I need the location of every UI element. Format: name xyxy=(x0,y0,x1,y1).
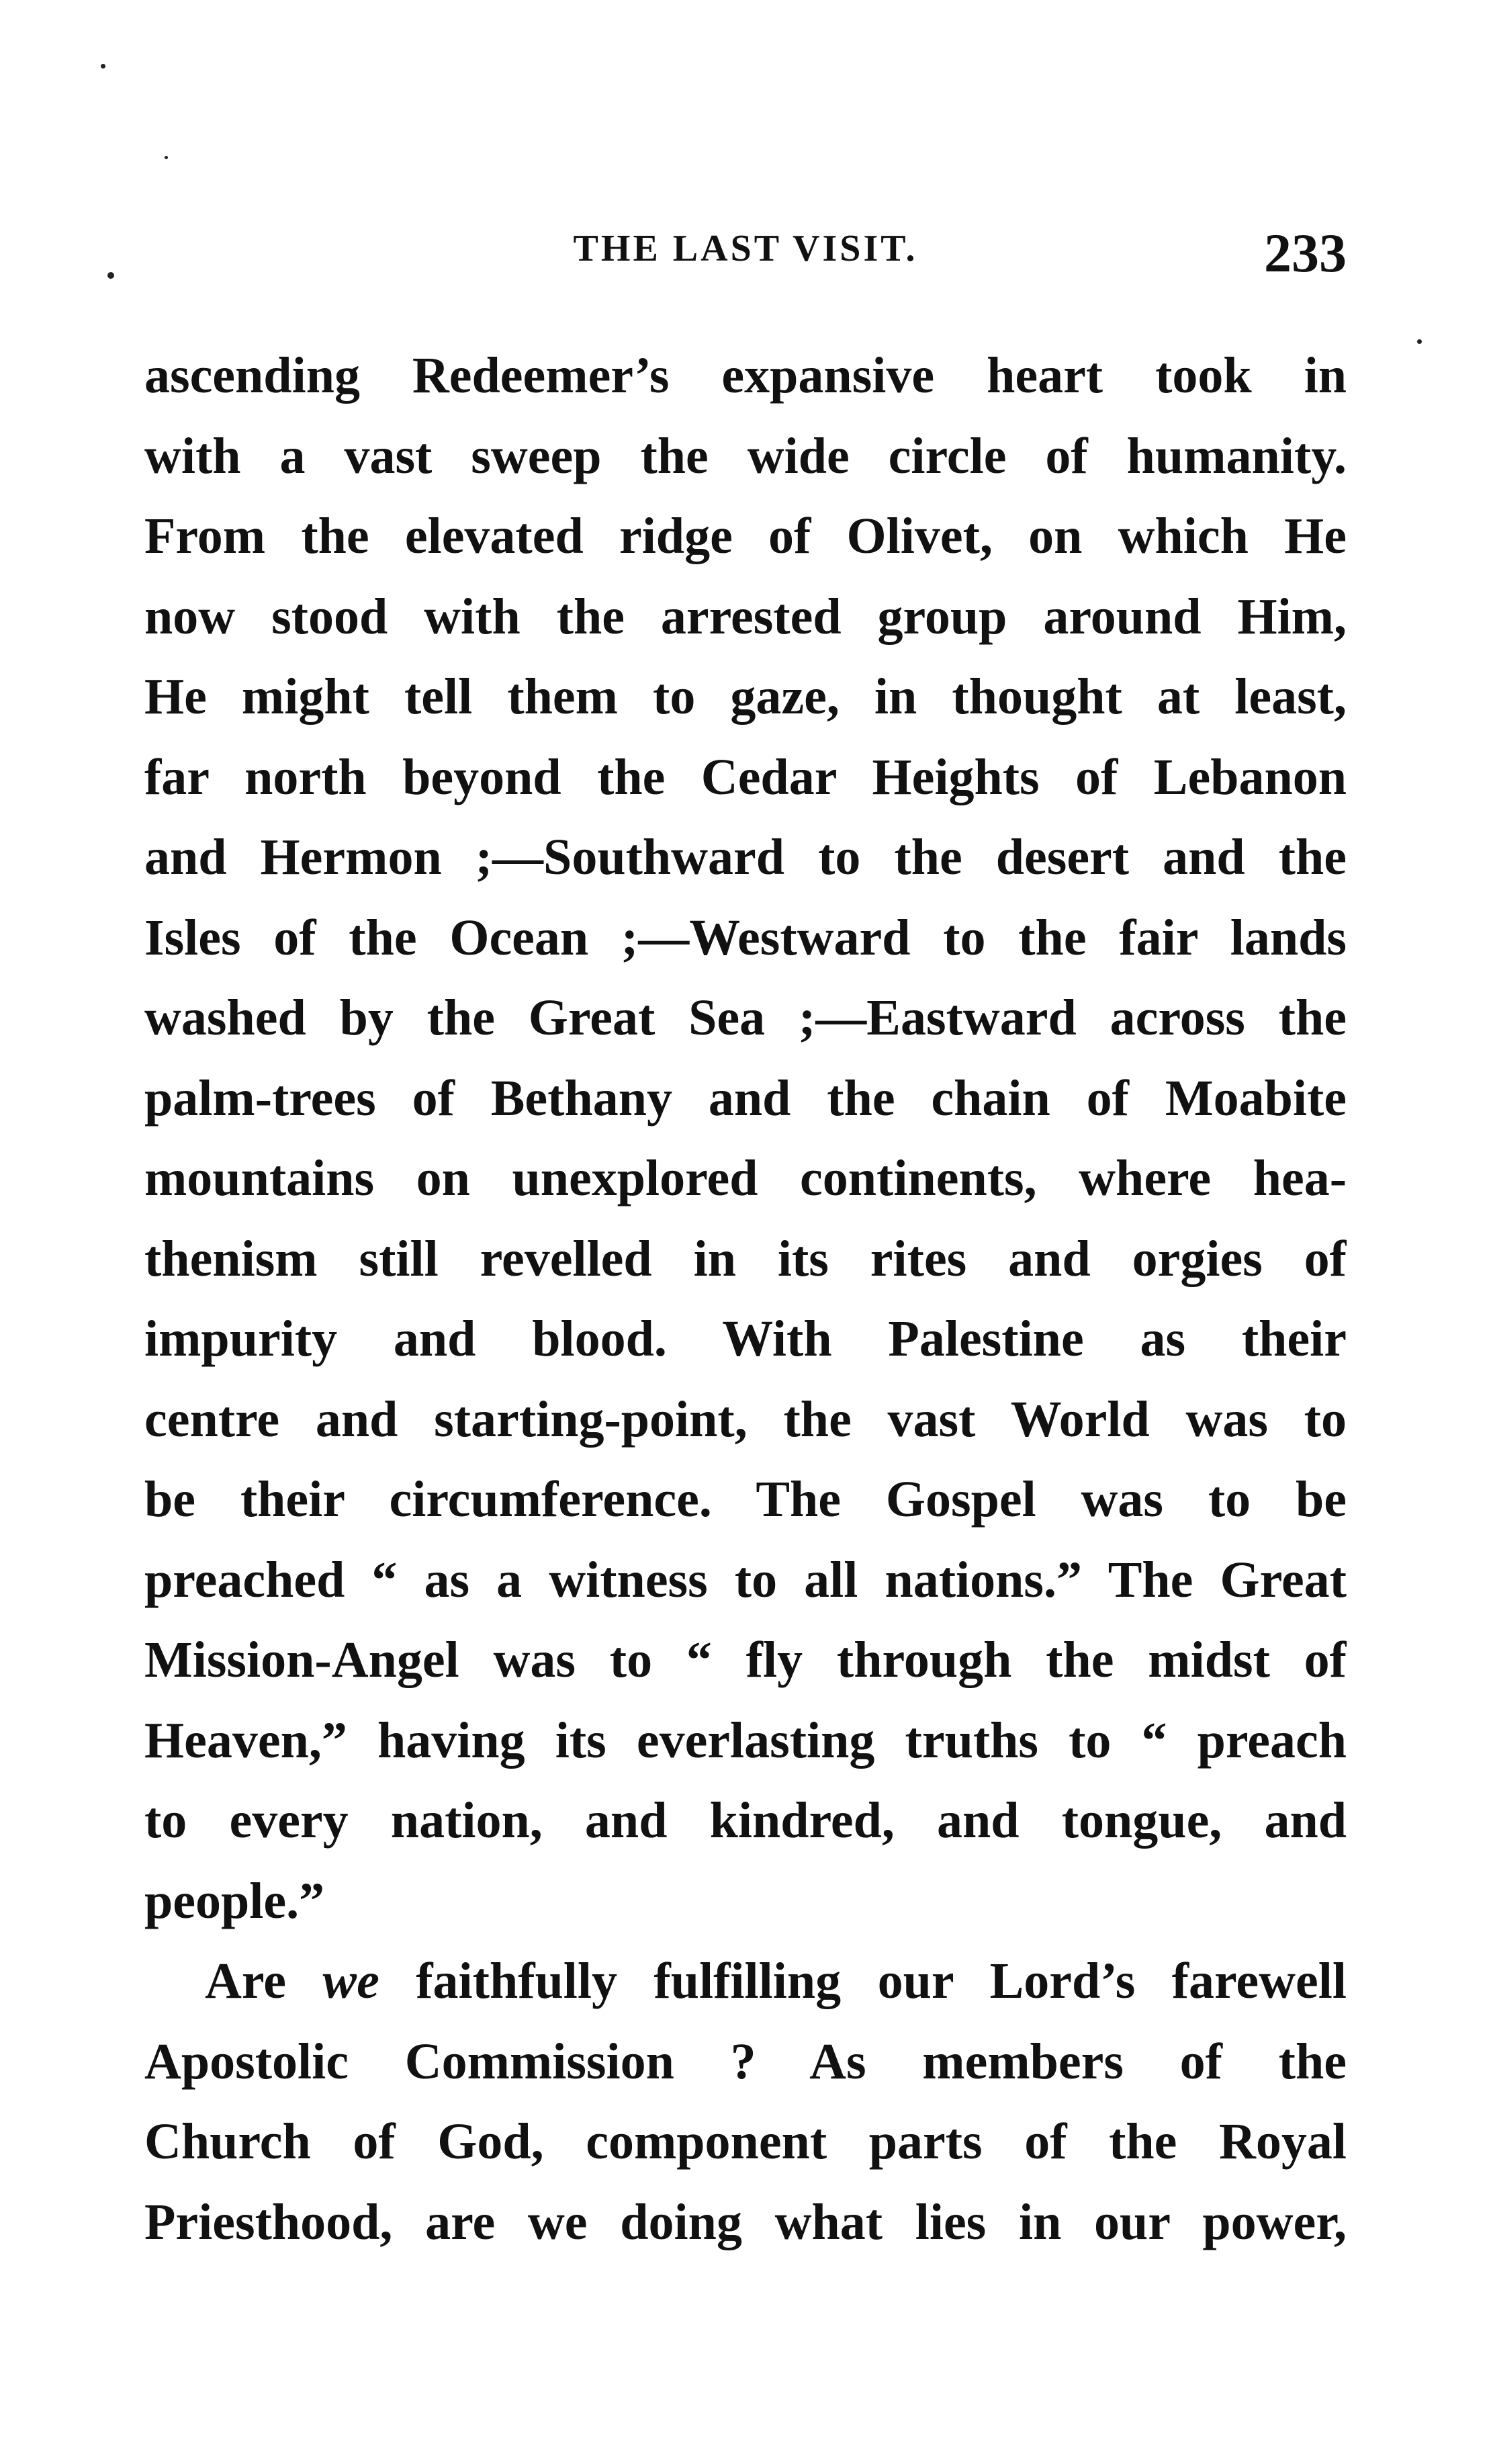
text-line: centre and starting-point, the vast World was to xyxy=(144,1391,1347,1448)
text-line: ascending Redeemer’s expansive heart took in xyxy=(144,347,1347,404)
running-head: THE LAST VISIT. xyxy=(573,228,918,269)
text-line: Mission-Angel was to “ fly through the midst of xyxy=(144,1632,1347,1688)
text-line: with a vast sweep the wide circle of humanity. xyxy=(144,427,1347,484)
paragraph-end-line: people.” xyxy=(144,1872,325,1929)
text-line: Priesthood, are we doing what lies in our power, xyxy=(144,2193,1347,2250)
line-fragment: faithfully fulfilling our Lord’s farewell xyxy=(379,1953,1347,2009)
text-line: preached “ as a witness to all nations.” The Great xyxy=(144,1551,1347,1608)
text-line: Church of God, component parts of the Royal xyxy=(144,2113,1347,2170)
page-header xyxy=(144,222,1347,289)
line-fragment: Are xyxy=(205,1953,323,2009)
text-line: to every nation, and kindred, and tongue, and xyxy=(144,1792,1347,1849)
ink-speck xyxy=(101,64,105,69)
text-line: He might tell them to gaze, in thought at least, xyxy=(144,668,1347,725)
text-line: Heaven,” having its everlasting truths to “ preach xyxy=(144,1712,1347,1769)
text-line: From the elevated ridge of Olivet, on which He xyxy=(144,508,1347,564)
text-line: now stood with the arrested group around Him, xyxy=(144,588,1347,645)
text-line: be their circumference. The Gospel was to be xyxy=(144,1471,1347,1528)
text-line: thenism still revelled in its rites and orgies of xyxy=(144,1230,1347,1287)
body-text xyxy=(144,336,1347,2262)
ink-speck xyxy=(1417,339,1422,344)
text-line: impurity and blood. With Palestine as their xyxy=(144,1311,1347,1367)
text-line: Isles of the Ocean ;—Westward to the fair lands xyxy=(144,909,1347,966)
text-line: washed by the Great Sea ;—Eastward across the xyxy=(144,989,1347,1046)
text-line: palm-trees of Bethany and the chain of Moabite xyxy=(144,1069,1347,1127)
text-line: far north beyond the Cedar Heights of Lebanon xyxy=(144,748,1347,805)
text-line: and Hermon ;—Southward to the desert and the xyxy=(144,829,1347,885)
ink-speck xyxy=(107,272,114,279)
ink-speck xyxy=(165,156,168,159)
text-line: Apostolic Commission ? As members of the xyxy=(144,2033,1347,2090)
paragraph-start-line xyxy=(144,1941,1347,2022)
page-number: 233 xyxy=(1264,222,1347,283)
emphasized-word: we xyxy=(322,1953,379,2009)
text-line: mountains on unexplored continents, where hea- xyxy=(144,1150,1347,1206)
